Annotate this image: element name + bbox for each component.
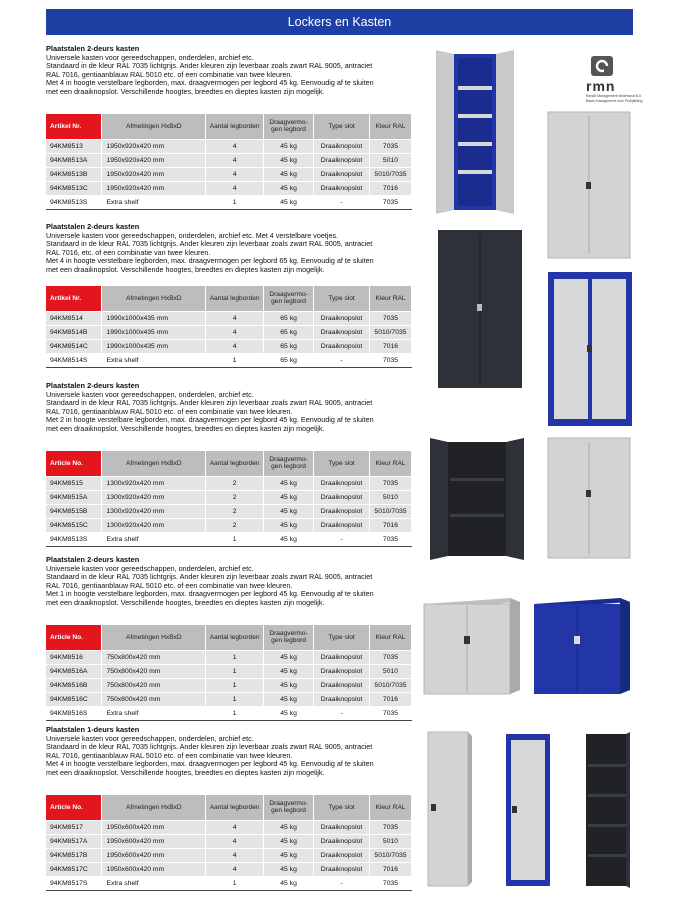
table-row	[46, 820, 412, 834]
description-line: met een draaiknopslot. Verschillende hoogtes, breedtes en dieptes kasten zijn mogelijk.	[46, 264, 325, 274]
product-section-3	[46, 382, 412, 542]
column-header: Type slot	[314, 114, 370, 139]
table-cell: 45 kg	[264, 706, 314, 720]
table-row	[46, 692, 412, 706]
table-row	[46, 876, 412, 890]
table-row	[46, 490, 412, 504]
column-header: Article No.	[46, 795, 102, 820]
table-cell: 45 kg	[264, 862, 314, 876]
table-cell: 94KM8515	[46, 476, 102, 490]
table-cell: 1990x1000x435 mm	[102, 311, 206, 325]
table-cell: 750x800x420 mm	[102, 692, 206, 706]
table-cell: Draaiknopslot	[314, 490, 370, 504]
table-row	[46, 862, 412, 876]
table-cell: Draaiknopslot	[314, 325, 370, 339]
table-cell: -	[314, 353, 370, 367]
table-cell: 94KM8515C	[46, 518, 102, 532]
section-description	[46, 735, 412, 778]
description-line: met een draaiknopslot. Verschillende hoogtes, breedtes en dieptes kasten zijn mogelijk.	[46, 86, 325, 96]
table-cell: 4	[206, 325, 264, 339]
table-cell: 1950x600x420 mm	[102, 834, 206, 848]
table-cell: 5010	[369, 664, 411, 678]
description-line: RAL 7016, gentiaanblauw RAL 5010 etc. of een combinatie van twee kleuren.	[46, 69, 293, 79]
table-row	[46, 181, 412, 195]
table-cell: 7035	[370, 353, 412, 367]
table-cell: 7035	[369, 706, 411, 720]
table-cell: 45 kg	[264, 650, 314, 664]
table-cell: 5010/7035	[369, 848, 411, 862]
table-cell: 750x800x420 mm	[102, 678, 206, 692]
table-cell: 45 kg	[264, 504, 314, 518]
column-header: Article No.	[46, 451, 102, 476]
table-cell: 94KM8513C	[46, 181, 102, 195]
cabinet-grey-low-image	[420, 594, 524, 698]
table-cell: 65 kg	[264, 311, 314, 325]
table-cell: 94KM8513A	[46, 153, 102, 167]
table-cell: 94KM8515A	[46, 490, 102, 504]
column-header: Type slot	[314, 625, 370, 650]
table-cell: 94KM8515B	[46, 504, 102, 518]
table-cell: 1950x600x420 mm	[102, 820, 206, 834]
table-cell: 7035	[369, 139, 411, 153]
table-row	[46, 518, 412, 532]
table-cell: 1950x920x420 mm	[102, 167, 206, 181]
description-line: Standaard in de kleur RAL 7035 lichtgrijs. Ander kleuren zijn leverbaar zoals zwart RAL 9005, antraciet	[46, 398, 373, 408]
table-cell: Draaiknopslot	[314, 650, 370, 664]
table-cell: 94KM8514C	[46, 339, 102, 353]
product-section-4	[46, 556, 412, 716]
description-line: Met 2 in hoogte verstelbare legborden, max. draagvermogen per legbord 45 kg. Eenvoudig af te sluiten	[46, 415, 374, 425]
table-cell: 1300x920x420 mm	[102, 504, 206, 518]
table-row	[46, 195, 412, 209]
column-header: Type slot	[314, 795, 370, 820]
section-title: Plaatstalen 2-deurs kasten	[46, 222, 140, 231]
logo-text: rmn	[586, 78, 616, 94]
column-header: Artikel Nr.	[46, 286, 102, 311]
table-cell: 4	[206, 167, 264, 181]
table-cell: Draaiknopslot	[314, 167, 370, 181]
table-cell: 1950x920x420 mm	[102, 139, 206, 153]
table-cell: 94KM8513S	[46, 532, 102, 546]
table-cell: 2	[206, 504, 264, 518]
table-cell: Draaiknopslot	[314, 834, 370, 848]
table-row	[46, 167, 412, 181]
table-cell: Extra shelf	[102, 353, 206, 367]
table-cell: 750x800x420 mm	[102, 664, 206, 678]
product-section-5	[46, 726, 412, 886]
table-cell: 94KM8516C	[46, 692, 102, 706]
description-line: Met 1 in hoogte verstelbare legborden, max. draagvermogen per legbord 45 kg. Eenvoudig af te sluiten	[46, 589, 374, 599]
table-cell: 5010/7035	[369, 504, 411, 518]
table-row	[46, 678, 412, 692]
cabinet-anthracite-image	[436, 228, 524, 390]
table-cell: 1	[206, 876, 264, 890]
table-header-row	[46, 795, 412, 820]
product-section-1	[46, 45, 412, 210]
table-cell: -	[314, 532, 370, 546]
table-header-row	[46, 625, 412, 650]
table-cell: -	[314, 706, 370, 720]
table-cell: 750x800x420 mm	[102, 650, 206, 664]
table-row	[46, 339, 412, 353]
column-header: Aantal legborden	[206, 625, 264, 650]
table-cell: 94KM8514	[46, 311, 102, 325]
table-row	[46, 834, 412, 848]
table-cell: 45 kg	[264, 848, 314, 862]
table-cell: 45 kg	[264, 153, 314, 167]
description-line: Standaard in de kleur RAL 7035 lichtgrijs. Ander kleuren zijn leverbaar zoals zwart RAL 9005, antraciet	[46, 742, 373, 752]
column-header: Draagvermo-gen legbord	[264, 114, 314, 139]
column-header: Type slot	[314, 286, 370, 311]
table-cell: 45 kg	[264, 664, 314, 678]
table-cell: 45 kg	[264, 532, 314, 546]
table-cell: 94KM8516	[46, 650, 102, 664]
table-cell: 45 kg	[264, 834, 314, 848]
product-table	[46, 451, 412, 547]
cabinet-blue-low-image	[530, 594, 634, 698]
table-cell: Draaiknopslot	[314, 181, 370, 195]
table-cell: 1950x600x420 mm	[102, 848, 206, 862]
description-line: RAL 7016, gentiaanblauw RAL 5010 etc. of een combinatie van twee kleuren.	[46, 580, 293, 590]
table-cell: Draaiknopslot	[314, 504, 370, 518]
table-cell: 5010/7035	[369, 167, 411, 181]
section-description	[46, 391, 412, 434]
section-description	[46, 232, 412, 275]
table-cell: 94KM8516S	[46, 706, 102, 720]
description-line: Met 4 in hoogte verstelbare legborden, max. draagvermogen per legbord 45 kg. Eenvoudig af te sluiten	[46, 759, 374, 769]
table-cell: 7016	[370, 339, 412, 353]
description-line: Standaard in de kleur RAL 7035 lichtgrijs. Ander kleuren zijn leverbaar zoals zwart RAL 9005, antraciet	[46, 572, 373, 582]
table-cell: 1	[206, 532, 264, 546]
table-cell: -	[314, 876, 370, 890]
table-cell: Draaiknopslot	[314, 692, 370, 706]
table-cell: 94KM8513B	[46, 167, 102, 181]
table-cell: 1300x920x420 mm	[102, 518, 206, 532]
table-cell: 94KM8516B	[46, 678, 102, 692]
table-header-row	[46, 286, 412, 311]
table-cell: 65 kg	[264, 353, 314, 367]
table-cell: 5010	[369, 834, 411, 848]
section-title: Plaatstalen 2-deurs kasten	[46, 381, 140, 390]
table-cell: 1300x920x420 mm	[102, 490, 206, 504]
description-line: Standaard in de kleur RAL 7035 lichtgrijs. Ander kleuren zijn leverbaar zoals zwart RAL 9005, antraciet	[46, 61, 373, 71]
column-header: Article No.	[46, 625, 102, 650]
table-header-row	[46, 114, 412, 139]
table-cell: 1950x920x420 mm	[102, 153, 206, 167]
column-header: Draagvermo-gen legbord	[264, 286, 314, 311]
description-line: RAL 7016, gentiaanblauw RAL 5010 etc. of een combinatie van twee kleuren.	[46, 750, 293, 760]
logo-mark-icon	[591, 56, 613, 76]
table-cell: 94KM8517B	[46, 848, 102, 862]
column-header: Draagvermo-gen legbord	[264, 451, 314, 476]
table-cell: 7035	[369, 650, 411, 664]
column-header: Artikel Nr.	[46, 114, 102, 139]
table-cell: 45 kg	[264, 678, 314, 692]
table-cell: 94KM8514B	[46, 325, 102, 339]
column-header: Kleur RAL	[370, 286, 412, 311]
table-cell: 94KM8516A	[46, 664, 102, 678]
description-line: met een draaiknopslot. Verschillende hoogtes, breedtes en dieptes kasten zijn mogelijk.	[46, 423, 325, 433]
table-cell: 45 kg	[264, 195, 314, 209]
column-header: Afmetingen HxBxD	[102, 114, 206, 139]
table-cell: Draaiknopslot	[314, 848, 370, 862]
table-cell: 4	[206, 139, 264, 153]
table-cell: 2	[206, 490, 264, 504]
column-header: Afmetingen HxBxD	[102, 286, 206, 311]
description-line: met een draaiknopslot. Verschillende hoogtes, breedtes en dieptes kasten zijn mogelijk.	[46, 597, 325, 607]
table-cell: 1	[206, 650, 264, 664]
column-header: Aantal legborden	[206, 286, 264, 311]
table-row	[46, 504, 412, 518]
table-cell: Extra shelf	[102, 876, 206, 890]
table-cell: 1990x1000x435 mm	[102, 325, 206, 339]
table-cell: 4	[206, 339, 264, 353]
table-cell: 1950x920x420 mm	[102, 181, 206, 195]
cabinet-grey-tall-image	[546, 110, 632, 260]
table-cell: 45 kg	[264, 490, 314, 504]
column-header: Afmetingen HxBxD	[102, 625, 206, 650]
table-cell: 45 kg	[264, 518, 314, 532]
table-cell: Draaiknopslot	[314, 311, 370, 325]
table-cell: 7035	[369, 195, 411, 209]
cabinet-blue-grey-image	[547, 271, 633, 427]
description-line: Universele kasten voor gereedschappen, onderdelen, archief etc. Met 4 verstelbare voetjes.	[46, 230, 339, 240]
table-cell: Draaiknopslot	[314, 153, 370, 167]
table-cell: 7035	[369, 876, 411, 890]
table-cell: -	[314, 195, 370, 209]
table-row	[46, 476, 412, 490]
table-cell: Draaiknopslot	[314, 678, 370, 692]
product-table	[46, 114, 412, 210]
cabinet-open-blue-image	[432, 48, 516, 216]
table-cell: 65 kg	[264, 339, 314, 353]
table-cell: 1	[206, 692, 264, 706]
table-cell: 7016	[369, 692, 411, 706]
table-cell: Draaiknopslot	[314, 820, 370, 834]
table-cell: Extra shelf	[102, 532, 206, 546]
table-cell: 5010/7035	[370, 325, 412, 339]
table-cell: 1	[206, 706, 264, 720]
table-row	[46, 848, 412, 862]
table-cell: 1	[206, 195, 264, 209]
table-cell: 7035	[369, 476, 411, 490]
page-banner: Lockers en Kasten	[46, 9, 633, 35]
table-cell: 1300x920x420 mm	[102, 476, 206, 490]
table-cell: Draaiknopslot	[314, 518, 370, 532]
column-header: Afmetingen HxBxD	[102, 451, 206, 476]
column-header: Kleur RAL	[369, 451, 411, 476]
section-title: Plaatstalen 2-deurs kasten	[46, 555, 140, 564]
product-table	[46, 795, 412, 891]
product-section-2	[46, 223, 412, 373]
logo-subtitle-line2: Basis management voor Profijtsliling	[586, 98, 643, 103]
table-cell: 1	[206, 678, 264, 692]
locker-open-black-image	[582, 732, 632, 888]
column-header: Kleur RAL	[369, 625, 411, 650]
table-cell: 4	[206, 848, 264, 862]
description-line: Universele kasten voor gereedschappen, onderdelen, archief etc.	[46, 52, 254, 62]
table-cell: 7035	[370, 311, 412, 325]
product-table	[46, 286, 412, 368]
table-cell: 1950x600x420 mm	[102, 862, 206, 876]
table-row	[46, 139, 412, 153]
description-line: Standaard in de kleur RAL 7035 lichtgrijs. Ander kleuren zijn leverbaar zoals zwart RAL 9005, antraciet	[46, 239, 373, 249]
description-line: met een draaiknopslot. Verschillende hoogtes, breedtes en dieptes kasten zijn mogelijk.	[46, 767, 325, 777]
table-cell: 94KM8517	[46, 820, 102, 834]
locker-blue-grey-image	[504, 732, 554, 888]
locker-grey-image	[424, 730, 474, 888]
table-row	[46, 650, 412, 664]
description-line: Met 4 in hoogte verstelbare legborden, max. draagvermogen per legbord 45 kg. Eenvoudig af te sluiten	[46, 78, 374, 88]
table-cell: 4	[206, 153, 264, 167]
table-cell: 94KM8513S	[46, 195, 102, 209]
table-cell: 4	[206, 834, 264, 848]
table-cell: 65 kg	[264, 325, 314, 339]
description-line: Universele kasten voor gereedschappen, onderdelen, archief etc.	[46, 733, 254, 743]
table-row	[46, 353, 412, 367]
section-description	[46, 565, 412, 608]
table-header-row	[46, 451, 412, 476]
product-table	[46, 625, 412, 721]
table-cell: Draaiknopslot	[314, 862, 370, 876]
table-cell: 7035	[369, 820, 411, 834]
table-cell: 2	[206, 518, 264, 532]
logo-subtitle	[586, 94, 646, 103]
column-header: Aantal legborden	[206, 451, 264, 476]
column-header: Aantal legborden	[206, 114, 264, 139]
cabinet-open-black-mid-image	[428, 438, 526, 560]
table-cell: 94KM8517A	[46, 834, 102, 848]
column-header: Kleur RAL	[369, 114, 411, 139]
table-cell: 45 kg	[264, 181, 314, 195]
description-line: Universele kasten voor gereedschappen, onderdelen, archief etc.	[46, 389, 254, 399]
table-cell: 94KM8517S	[46, 876, 102, 890]
description-line: Met 4 in hoogte verstelbare legborden, max. draagvermogen per legbord 65 kg. Eenvoudig af te sluiten	[46, 256, 374, 266]
table-cell: Draaiknopslot	[314, 476, 370, 490]
table-cell: 4	[206, 820, 264, 834]
table-cell: 2	[206, 476, 264, 490]
table-row	[46, 153, 412, 167]
table-cell: Draaiknopslot	[314, 139, 370, 153]
table-cell: 94KM8514S	[46, 353, 102, 367]
table-row	[46, 532, 412, 546]
column-header: Afmetingen HxBxD	[102, 795, 206, 820]
table-cell: 45 kg	[264, 820, 314, 834]
table-cell: 45 kg	[264, 139, 314, 153]
table-cell: 45 kg	[264, 167, 314, 181]
rmn-logo	[586, 56, 643, 108]
table-row	[46, 706, 412, 720]
table-cell: 7016	[369, 862, 411, 876]
table-cell: Draaiknopslot	[314, 664, 370, 678]
table-cell: 5010	[369, 153, 411, 167]
table-cell: 7016	[369, 518, 411, 532]
table-cell: 4	[206, 181, 264, 195]
table-cell: Extra shelf	[102, 706, 206, 720]
table-row	[46, 311, 412, 325]
description-line: RAL 7016, etc. of een combinatie van twee kleuren.	[46, 247, 211, 257]
table-cell: 45 kg	[264, 476, 314, 490]
table-cell: 1	[206, 353, 264, 367]
table-cell: 7016	[369, 181, 411, 195]
description-line: Universele kasten voor gereedschappen, onderdelen, archief etc.	[46, 563, 254, 573]
column-header: Type slot	[314, 451, 370, 476]
column-header: Draagvermo-gen legbord	[264, 625, 314, 650]
section-title: Plaatstalen 2-deurs kasten	[46, 44, 140, 53]
table-cell: Extra shelf	[102, 195, 206, 209]
table-cell: 1990x1000x435 mm	[102, 339, 206, 353]
table-cell: 94KM8513	[46, 139, 102, 153]
table-row	[46, 664, 412, 678]
table-cell: 7035	[369, 532, 411, 546]
table-cell: 4	[206, 862, 264, 876]
column-header: Kleur RAL	[369, 795, 411, 820]
table-cell: 5010/7035	[369, 678, 411, 692]
table-cell: 5010	[369, 490, 411, 504]
description-line: RAL 7016, gentiaanblauw RAL 5010 etc. of een combinatie van twee kleuren.	[46, 406, 293, 416]
logo-subtitle-line1: Randit Management Nederland B.V.	[586, 94, 642, 98]
table-cell: 45 kg	[264, 692, 314, 706]
table-cell: 1	[206, 664, 264, 678]
column-header: Draagvermo-gen legbord	[264, 795, 314, 820]
cabinet-grey-mid-image	[546, 436, 632, 560]
table-cell: Draaiknopslot	[314, 339, 370, 353]
section-title: Plaatstalen 1-deurs kasten	[46, 725, 140, 734]
section-description	[46, 54, 412, 97]
table-row	[46, 325, 412, 339]
column-header: Aantal legborden	[206, 795, 264, 820]
table-cell: 94KM8517C	[46, 862, 102, 876]
table-cell: 45 kg	[264, 876, 314, 890]
table-cell: 4	[206, 311, 264, 325]
